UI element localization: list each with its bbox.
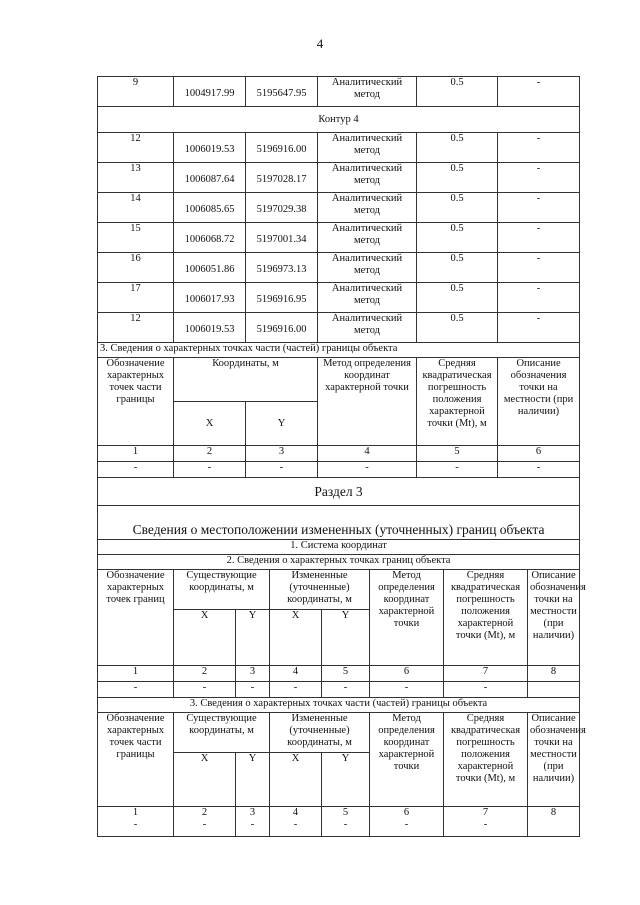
- table-row: [98, 283, 580, 313]
- col-number: 2: [174, 666, 236, 682]
- coord-y: 5197001.34: [246, 223, 318, 253]
- points-table-section: [97, 76, 586, 837]
- dash-cell: -: [98, 682, 174, 698]
- s3p-header-x2: X: [270, 753, 322, 807]
- col-number: 8: [528, 666, 580, 682]
- section-title: Раздел 3: [98, 478, 580, 506]
- dash-cell: -: [444, 682, 528, 698]
- coord-y: 5196916.95: [246, 283, 318, 313]
- col-number-dash: [370, 807, 444, 837]
- table-row: [98, 133, 580, 163]
- method: Аналитический метод: [318, 193, 417, 223]
- points-table-body: [98, 77, 580, 343]
- section-subtitle: Сведения о местоположении измененных (уточненных) границ объекта: [98, 506, 580, 540]
- coord-y: 5196973.13: [246, 253, 318, 283]
- col-number-dash: [98, 807, 174, 837]
- col-number: 8: [550, 807, 557, 818]
- description: -: [498, 283, 580, 313]
- col-number: 4: [292, 807, 299, 818]
- col-number: 1: [98, 446, 174, 462]
- dash-cell: -: [404, 819, 409, 830]
- s3p-header-x: X: [174, 753, 236, 807]
- col-number: 4: [270, 666, 322, 682]
- parts-title-row: [98, 698, 580, 713]
- dash-cell: -: [174, 462, 246, 478]
- col-number-dash: [236, 807, 270, 837]
- description: -: [498, 133, 580, 163]
- s3p-header-existing: Существующие координаты, м: [174, 713, 270, 753]
- point-number: 14: [98, 193, 174, 223]
- s3-header-mt: Средняя квадратическая погрешность положения характерной точки (Mt), м: [444, 570, 528, 666]
- coord-x: 1006051.86: [174, 253, 246, 283]
- mt-value: 0.5: [417, 253, 498, 283]
- s3p-header-y: Y: [236, 753, 270, 807]
- parts-title: 3. Сведения о характерных точках части (частей) границы объекта: [98, 343, 580, 358]
- coord-x: 1006068.72: [174, 223, 246, 253]
- section3-table: [97, 477, 586, 837]
- s3-header-y2: Y: [322, 610, 370, 666]
- s3-parts-title: 3. Сведения о характерных точках части (частей) границы объекта: [98, 698, 580, 713]
- point-number: 16: [98, 253, 174, 283]
- coord-x: 1006019.53: [174, 133, 246, 163]
- coord-x: 1006017.93: [174, 283, 246, 313]
- points-title: 2. Сведения о характерных точках границ объекта: [98, 555, 580, 570]
- col-number-dash: [174, 807, 236, 837]
- dash-cell: -: [370, 682, 444, 698]
- point-number: 17: [98, 283, 174, 313]
- mt-value: 0.5: [417, 223, 498, 253]
- table-row: [98, 253, 580, 283]
- col-number-dash: [528, 807, 580, 837]
- mt-value: 0.5: [417, 133, 498, 163]
- col-number: 6: [370, 666, 444, 682]
- header-method: Метод определения координат характерной точки: [318, 358, 417, 446]
- point-number: 9: [98, 77, 174, 107]
- header-y: Y: [246, 402, 318, 446]
- table-row: [98, 223, 580, 253]
- dash-row: [98, 682, 580, 698]
- method: Аналитический метод: [318, 163, 417, 193]
- dash-cell: -: [246, 462, 318, 478]
- dash-cell: -: [250, 819, 255, 830]
- dash-cell: -: [174, 682, 236, 698]
- dash-row: [98, 462, 580, 478]
- dash-cell: -: [483, 819, 488, 830]
- mt-value: 0.5: [417, 283, 498, 313]
- col-number: 7: [482, 807, 489, 818]
- coord-system-title: 1. Система координат: [98, 540, 580, 555]
- points-title-row: [98, 555, 580, 570]
- col-number: 3: [249, 807, 256, 818]
- dash-cell: -: [98, 462, 174, 478]
- dash-cell: -: [322, 682, 370, 698]
- dash-cell: -: [202, 819, 207, 830]
- method: Аналитический метод: [318, 253, 417, 283]
- point-number: 15: [98, 223, 174, 253]
- s3p-header-changed: Измененные (уточненные) координаты, м: [270, 713, 370, 753]
- parts-table: [97, 342, 580, 478]
- dash-cell: -: [343, 819, 348, 830]
- s3p-header-method: Метод определения координат характерной точки: [370, 713, 444, 807]
- col-number: 3: [246, 446, 318, 462]
- section-subtitle-row: [98, 506, 580, 540]
- parts-title-row: [98, 343, 580, 358]
- col-number: 5: [322, 666, 370, 682]
- coord-y: 5196916.00: [246, 133, 318, 163]
- coord-x: 1004917.99: [174, 77, 246, 107]
- point-number: 13: [98, 163, 174, 193]
- s3p-header-y2: Y: [322, 753, 370, 807]
- s3-header-x: X: [174, 610, 236, 666]
- mt-value: 0.5: [417, 313, 498, 343]
- table-row: [98, 193, 580, 223]
- s3-header-description: Описание обозначения точки на местности (при наличии): [528, 570, 580, 666]
- col-number-dash: [322, 807, 370, 837]
- mt-value: 0.5: [417, 193, 498, 223]
- s3-header-x2: X: [270, 610, 322, 666]
- col-number: 7: [444, 666, 528, 682]
- header-mt: Средняя квадратическая погрешность положения характерной точки (Mt), м: [417, 358, 498, 446]
- col-number: 5: [342, 807, 349, 818]
- col-number-dash: [444, 807, 528, 837]
- point-number: 12: [98, 133, 174, 163]
- header-x: X: [174, 402, 246, 446]
- col-number: 5: [417, 446, 498, 462]
- col-number: 2: [174, 446, 246, 462]
- col-number-dash: [270, 807, 322, 837]
- table-row: [98, 163, 580, 193]
- coord-y: 5195647.95: [246, 77, 318, 107]
- table-row: [98, 313, 580, 343]
- table-row: [98, 77, 580, 107]
- coord-y: 5197029.38: [246, 193, 318, 223]
- method: Аналитический метод: [318, 133, 417, 163]
- col-number: 2: [201, 807, 208, 818]
- s3-header-method: Метод определения координат характерной точки: [370, 570, 444, 666]
- coord-system-row: [98, 540, 580, 555]
- s3p-header-description: Описание обозначения точки на местности (при наличии): [528, 713, 580, 807]
- col-number: 1: [132, 807, 139, 818]
- description: -: [498, 223, 580, 253]
- description: -: [498, 253, 580, 283]
- dash-cell: -: [270, 682, 322, 698]
- page-number: 4: [316, 36, 324, 51]
- point-number: 12: [98, 313, 174, 343]
- coord-y: 5196916.00: [246, 313, 318, 343]
- header-coords: Координаты, м: [174, 358, 318, 402]
- mt-value: 0.5: [417, 163, 498, 193]
- col-number: 6: [403, 807, 410, 818]
- s3p-header-designation: Обозначение характерных точек части границы: [98, 713, 174, 807]
- dash-cell: -: [498, 462, 580, 478]
- parts-number-dash-row: [98, 807, 580, 837]
- description: -: [498, 163, 580, 193]
- s3-header-changed: Измененные (уточненные) координаты, м: [270, 570, 370, 610]
- contour-row: [98, 107, 580, 133]
- method: Аналитический метод: [318, 313, 417, 343]
- s3-header-designation: Обозначение характерных точек границ: [98, 570, 174, 666]
- dash-cell: [528, 682, 580, 698]
- method: Аналитический метод: [318, 77, 417, 107]
- col-number: 4: [318, 446, 417, 462]
- s3p-header-mt: Средняя квадратическая погрешность положения характерной точки (Mt), м: [444, 713, 528, 807]
- col-number: 1: [98, 666, 174, 682]
- s3-header-y: Y: [236, 610, 270, 666]
- coord-x: 1006085.65: [174, 193, 246, 223]
- dash-cell: -: [236, 682, 270, 698]
- method: Аналитический метод: [318, 223, 417, 253]
- col-number: 3: [236, 666, 270, 682]
- section-title-row: [98, 478, 580, 506]
- header-designation: Обозначение характерных точек части границы: [98, 358, 174, 446]
- mt-value: 0.5: [417, 77, 498, 107]
- description: -: [498, 193, 580, 223]
- coord-y: 5197028.17: [246, 163, 318, 193]
- dash-cell: -: [318, 462, 417, 478]
- header-description: Описание обозначения точки на местности (при наличии): [498, 358, 580, 446]
- col-number: 6: [498, 446, 580, 462]
- s3-header-existing: Существующие координаты, м: [174, 570, 270, 610]
- coord-x: 1006019.53: [174, 313, 246, 343]
- dash-cell: -: [417, 462, 498, 478]
- points-table: [97, 76, 580, 343]
- column-number-row: [98, 666, 580, 682]
- dash-cell: -: [133, 819, 138, 830]
- description: -: [498, 77, 580, 107]
- column-number-row: [98, 446, 580, 462]
- contour-label: Контур 4: [98, 107, 580, 133]
- dash-cell: -: [293, 819, 298, 830]
- method: Аналитический метод: [318, 283, 417, 313]
- description: -: [498, 313, 580, 343]
- coord-x: 1006087.64: [174, 163, 246, 193]
